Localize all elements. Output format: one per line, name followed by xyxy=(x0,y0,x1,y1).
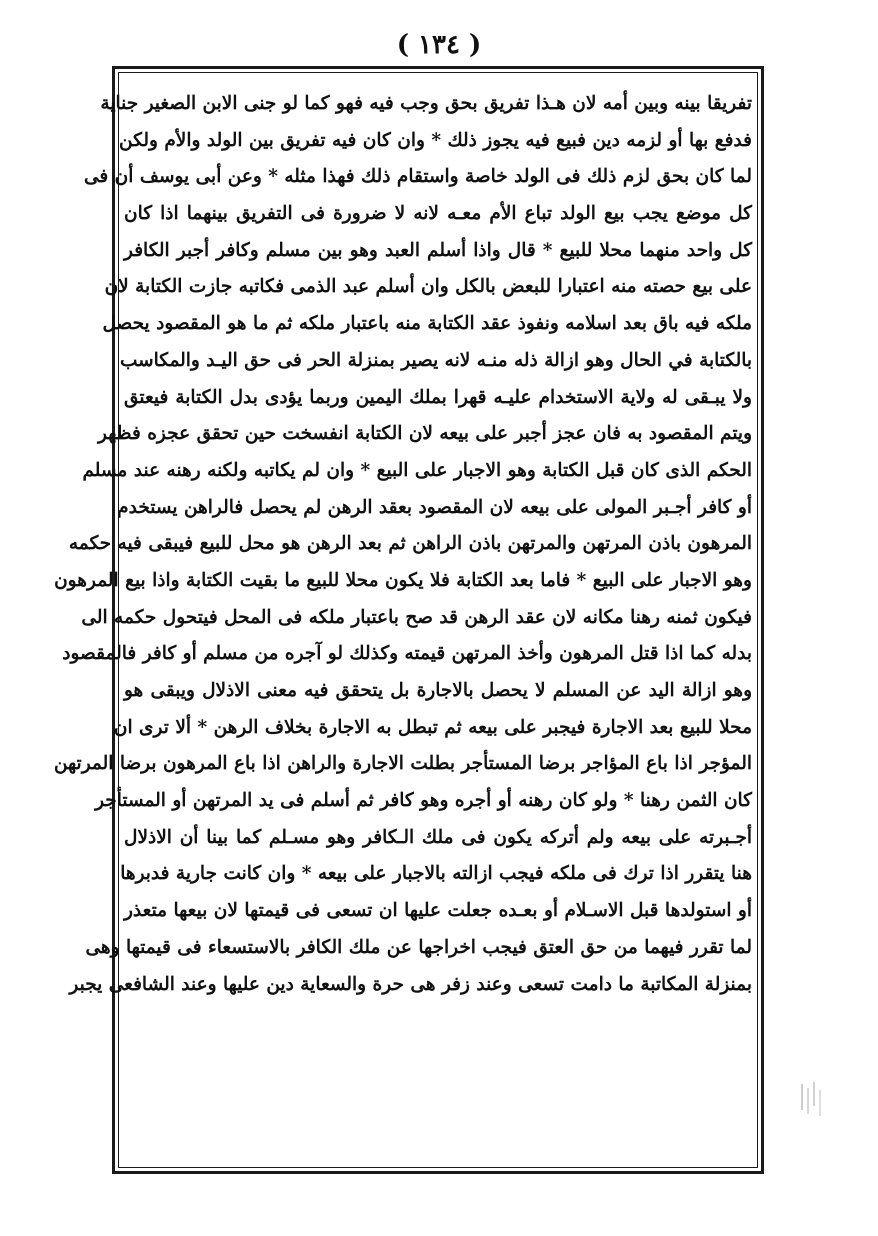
text-line: أو كافر أجـبر المولى على بيعه لان المقصود بعقد الرهن لم يحصل فالراهن يستخدم xyxy=(117,496,752,518)
text-line: كل موضع يجب بيع الولد تباع الأم معـه لانه لا ضرورة فى التفريق بينهما اذا كان xyxy=(124,203,752,225)
text-line: كان الثمن رهنا * ولو كان رهنه أو أجره وهو كافر ثم أسلم فى يد المرتهن أو المستأجر xyxy=(95,790,752,812)
text-line: المؤجر اذا باع المؤاجر برضا المستأجر بطلت الاجارة والراهن اذا باع المرهون برضا المرتهن xyxy=(53,753,752,775)
text-line: وهو الاجبار على البيع * فاما بعد الكتابة فلا يكون محلا للبيع ما بقيت الكتابة واذا بيع المرهون xyxy=(54,569,752,591)
text-line: فدفع بها أو لزمه دين فبيع فيه يجوز ذلك * وان كان فيه تفريق بين الولد والأم ولكن xyxy=(119,129,752,151)
text-line: تفريقا بينه وبين أمه لان هـذا تفريق بحق وجب فيه فهو كما لو جنى الابن الصغير جناية xyxy=(100,93,752,114)
text-line: بمنزلة المكاتبة ما دامت تسعى وعند زفر هى حرة والسعاية دين عليها وعند الشافعى يجبر xyxy=(69,973,752,995)
text-block xyxy=(53,86,752,1003)
text-line: ويتم المقصود به فان عجز أجبر على بيعه لان الكتابة انفسخت حين تحقق عجزه فظهر xyxy=(98,423,752,445)
text-line: هنا يتقرر اذا ترك فى ملكه فيجب ازالته بالاجبار على بيعه * وان كانت جارية فدبرها xyxy=(120,863,752,885)
text-line: أجـبرته على بيعه ولم أتركه يكون فى ملك الـكافر وهو مسـلم كما بينا أن الاذلال xyxy=(124,826,752,848)
scan-edge-mark xyxy=(796,1080,826,1120)
text-line: أو استولدها قبل الاسـلام أو بعـده جعلت عليها ان تسعى فى قيمتها لان بيعها متعذر xyxy=(124,900,752,922)
text-line: لما تقرر فيهما من حق العتق فيجب اخراجها عن ملك الكافر بالاستسعاء فى قيمتها وهى xyxy=(85,936,752,958)
text-line: بدله كما اذا قتل المرهون وأخذ المرتهن قيمته وكذلك لو آجره من مسلم أو كافر فالمقصود xyxy=(62,643,752,665)
text-line: محلا للبيع بعد الاجارة فيجبر على بيعه ثم تبطل به الاجارة بخلاف الرهن * ألا ترى ان xyxy=(113,716,752,738)
text-line: كل واحد منهما محلا للبيع * قال واذا أسلم العبد وهو بين مسلم وكافر أجبر الكافر xyxy=(124,239,752,261)
text-line: بالكتابة في الحال وهو ازالة ذله منـه لانه يصير بمنزلة الحر فى حق اليـد والمكاسب xyxy=(119,349,752,371)
page-number: ( ١٣٤ ) xyxy=(396,30,482,60)
text-line: المرهون باذن المرتهن والمرتهن باذن الراهن ثم بعد الرهن هو محل للبيع فيبقى فيه حكمه xyxy=(68,533,752,555)
text-line: ملكه فيه باق بعد اسلامه ونفوذ عقد الكتابة منه باعتبار ملكه ثم ما هو المقصود يحصل xyxy=(102,313,752,335)
text-line: على بيع حصته منه اعتبارا للبعض بالكل وان أسلم عبد الذمى فكاتبه جازت الكتابة لان xyxy=(104,276,752,298)
text-line: وهو ازالة اليد عن المسلم لا يحصل بالاجارة بل يتحقق فيه معنى الاذلال ويبقى هو xyxy=(124,680,752,701)
text-line: لما كان بحق لزم ذلك فى الولد خاصة واستقام ذلك فهذا مثله * وعن أبى يوسف أن فى xyxy=(83,166,752,188)
text-line: فيكون ثمنه رهنا مكانه لان عقد الرهن قد صح باعتبار ملكه فى المحل فيتحول حكمه الى xyxy=(81,606,752,628)
text-line: الحكم الذى كان قبل الكتابة وهو الاجبار على البيع * وان لم يكاتبه ولكنه رهنه عند مسلم xyxy=(82,459,752,481)
text-line: ولا يبـقى له ولاية الاستخدام عليـه قهرا بملك اليمين وربما يؤدى بدل الكتابة فيعتق xyxy=(124,386,752,408)
